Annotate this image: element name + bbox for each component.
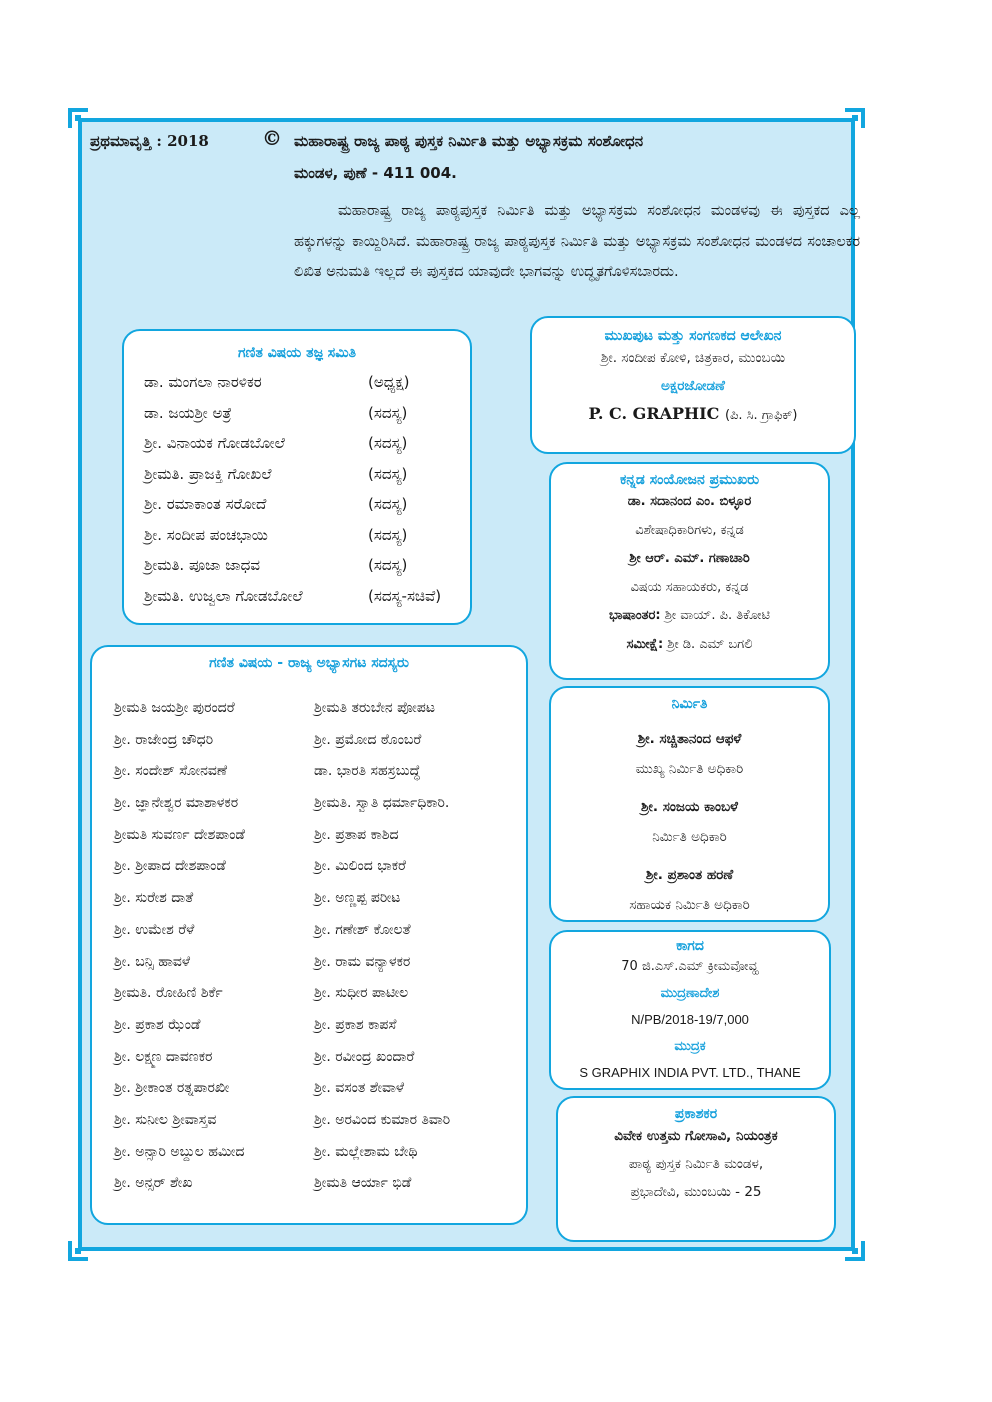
committee-row (124, 581, 470, 612)
production-person-role: ಮುಖ್ಯ ನಿರ್ಮಿತಿ ಅಧಿಕಾರಿ (635, 761, 744, 777)
list-item: ಶ್ರೀ. ವಸಂತ ಶೇವಾಳೆ (314, 1080, 405, 1097)
copyright-holder-line2: ಮಂಡಳ, ಪುಣೆ - 411 004. (294, 164, 457, 182)
typesetter-name-kannada: (ಪಿ. ಸಿ. ಗ್ರಾಫಿಕ್) (724, 408, 798, 423)
expert-committee-title: ಗಣಿತ ವಿಷಯ ತಜ್ಞ ಸಮಿತಿ (237, 345, 357, 361)
paper-title: ಕಾಗದ (676, 938, 704, 954)
list-item: ಶ್ರೀ. ಜ್ಞಾನೇಶ್ವರ ಮಾಶಾಳಕರ (114, 795, 239, 812)
corner-ornament-bottom-right (845, 1241, 865, 1261)
rights-notice: ಮಹಾರಾಷ್ಟ್ರ ರಾಜ್ಯ ಪಾಠ್ಯಪುಸ್ತಕ ನಿರ್ಮಿತಿ ಮತ್ತು ಅಭ್ಯಾಸಕ್ರಮ ಸಂಶೋಧನ ಮಂಡಳವು ಈ ಪುಸ್ತಕದ ಎಲ್ಲ ಹಕ್ಕುಗಳನ್ನು ಕಾಯ್ದಿರಿಸಿದೆ. ಮಹಾರಾಷ್ಟ್ರ ರಾಜ್ಯ ಪಾಠ್ಯಪುಸ್ತಕ ನಿರ್ಮಿತಿ ಮತ್ತು ಅಭ್ಯಾಸಕ್ರಮ ಸಂಶೋಧನ ಮಂಡಳದ ಸಂಚಾಲಕರ ಲಿಖಿತ ಅನುಮತಿ ಇಲ್ಲದೆ ಈ ಪುಸ್ತಕದ ಯಾವುದೇ ಭಾಗವನ್ನು ಉದ್ಧೃತಗೊಳಿಸಬಾರದು. (294, 203, 860, 280)
list-item: ಶ್ರೀ. ರವೀಂದ್ರ ಖಂದಾರೆ (314, 1048, 415, 1065)
publisher-address: ಪ್ರಭಾದೇವಿ, ಮುಂಬಯಿ - 25 (630, 1184, 762, 1200)
printer-title: ಮುದ್ರಕ (674, 1038, 706, 1054)
list-item: ಶ್ರೀ. ಉಮೇಶ ರೆಳೆ (114, 921, 195, 938)
committee-row (124, 398, 470, 429)
member-name: ಡಾ. ಮಂಗಲಾ ನಾರಳಿಕರ (144, 373, 262, 392)
member-role: (ಸದಸ್ಯ) (368, 403, 408, 422)
kannada-coordination-box (549, 462, 830, 680)
list-item: ಶ್ರೀ. ಪ್ರಕಾಶ ಝೆಂಡೆ (114, 1016, 201, 1033)
list-item: ಶ್ರೀ. ಅರವಿಂದ ಕುಮಾರ ತಿವಾರಿ (314, 1111, 451, 1128)
paper-value: 70 ಜಿ.ಎಸ್.ಎಮ್ ಕ್ರೀಮವೋವ್ಹ (621, 959, 759, 974)
coordinator-2-name: ಶ್ರೀ ಆರ್. ಎಮ್. ಗಣಾಚಾರಿ (629, 551, 750, 566)
list-item: ಶ್ರೀ. ಸುರೇಶ ದಾತೆ (114, 890, 194, 907)
committee-row (124, 428, 470, 459)
edition-label: ಪ್ರಥಮಾವೃತ್ತಿ : 2018 (90, 132, 209, 150)
cover-artist: ಶ್ರೀ. ಸಂದೀಪ ಕೋಳಿ, ಚಿತ್ರಕಾರ, ಮುಂಬಯಿ (600, 350, 786, 366)
production-person-name: ಶ್ರೀ. ಸಚ್ಚಿತಾನಂದ ಆಫಳೆ (637, 731, 742, 747)
member-name: ಶ್ರೀ. ವಿನಾಯಕ ಗೋಡಬೋಲೆ (144, 434, 285, 453)
list-item: ಶ್ರೀಮತಿ ಜಯಶ್ರೀ ಪುರಂದರೆ (114, 700, 235, 716)
member-name: ಶ್ರೀಮತಿ. ಪೂಜಾ ಜಾಧವ (144, 556, 260, 575)
committee-row (124, 489, 470, 520)
cover-design-box (530, 316, 856, 454)
member-role: (ಅಧ್ಯಕ್ಷ) (368, 373, 410, 392)
state-members-list (92, 693, 526, 1200)
list-item: ಶ್ರೀ. ಶ್ರೀಕಾಂತ ರತ್ನಪಾರಖೀ (114, 1080, 230, 1097)
state-members-title: ಗಣಿತ ವಿಷಯ - ರಾಜ್ಯ ಅಭ್ಯಾಸಗಟ ಸದಸ್ಯರು (209, 655, 409, 671)
print-order-title: ಮುದ್ರಣಾದೇಶ (660, 985, 720, 1001)
list-item: ಶ್ರೀ. ಗಣೇಶ್ ಕೋಲತೆ (314, 921, 411, 938)
coordinator-2-role: ವಿಷಯ ಸಹಾಯಕರು, ಕನ್ನಡ (630, 579, 749, 595)
committee-row (124, 367, 470, 398)
publisher-org: ಪಾಠ್ಯ ಪುಸ್ತಕ ನಿರ್ಮಿತಿ ಮಂಡಳ, (628, 1156, 764, 1172)
list-item: ಶ್ರೀ. ಪ್ರಮೋದ ಠೊಂಬರೆ (314, 731, 422, 748)
list-item: ಶ್ರೀ. ಪ್ರಕಾಶ ಕಾಪಸೆ (314, 1016, 397, 1033)
printer-value: S GRAPHIX INDIA PVT. LTD., THANE (579, 1065, 801, 1080)
list-item: ಶ್ರೀಮತಿ. ರೋಹಿಣಿ ಶಿರ್ಕೆ (114, 985, 223, 1002)
typesetter-name: P. C. GRAPHIC (588, 404, 720, 423)
member-role: (ಸದಸ್ಯ) (368, 434, 408, 453)
list-item: ಶ್ರೀ. ಅನ್ಸಾರಿ ಅಬ್ದುಲ ಹಮೀದ (114, 1143, 245, 1160)
state-members-box (90, 645, 528, 1225)
committee-row (124, 550, 470, 581)
list-item: ಶ್ರೀ. ಸುಧೀರ ಪಾಟೀಲ (314, 985, 409, 1002)
production-person-name: ಶ್ರೀ. ಸಂಜಯ ಕಾಂಬಳೆ (641, 799, 738, 815)
list-item: ಶ್ರೀ. ರಾಮ ವನ್ಯಾಳಕರ (314, 953, 411, 970)
cover-design-title: ಮುಖಪುಟ ಮತ್ತು ಸಂಗಣಕದ ಆಲೇಖನ (604, 328, 782, 344)
list-item: ಶ್ರೀ. ಲಕ್ಷ್ಮಣ ದಾವಣಕರ (114, 1048, 213, 1065)
list-item: ಶ್ರೀಮತಿ ಆರ್ಯಾ ಭಿಡೆ (314, 1175, 412, 1192)
member-name: ಶ್ರೀ. ಸಂದೀಪ ಪಂಚಭಾಯಿ (144, 525, 268, 544)
production-person-name: ಶ್ರೀ. ಪ್ರಶಾಂತ ಹರಣೆ (645, 867, 734, 883)
production-person-role: ನಿರ್ಮಿತಿ ಅಧಿಕಾರಿ (652, 829, 727, 845)
copyright-icon: © (262, 126, 282, 150)
corner-ornament-bottom-left (68, 1241, 88, 1261)
list-item: ಶ್ರೀಮತಿ ತರುಬೇನ ಪೋಪಟ (314, 700, 435, 716)
list-item: ಶ್ರೀಮತಿ ಸುವರ್ಣ ದೇಶಪಾಂಡೆ (114, 826, 245, 843)
review-value: ಶ್ರೀ ಡಿ. ಎಮ್ ಬಗಲಿ (667, 636, 753, 652)
corner-ornament-top-right (845, 108, 865, 128)
member-name: ಶ್ರೀಮತಿ. ಪ್ರಾಜಕ್ತಿ ಗೋಖಲೆ (144, 464, 272, 483)
list-item: ಶ್ರೀ. ಸುನೀಲ ಶ್ರೀವಾಸ್ತವ (114, 1111, 217, 1128)
list-item: ಡಾ. ಭಾರತಿ ಸಹಸ್ರಬುದ್ಧೆ (314, 763, 421, 780)
member-role: (ಸದಸ್ಯ) (368, 464, 408, 483)
list-item: ಶ್ರೀ. ಶ್ರೀಪಾದ ದೇಶಪಾಂಡೆ (114, 858, 226, 875)
member-name: ಶ್ರೀಮತಿ. ಉಜ್ವಲಾ ಗೋಡಬೋಲೆ (144, 586, 303, 605)
publisher-title: ಪ್ರಕಾಶಕರ (674, 1106, 718, 1122)
review-label: ಸಮೀಕ್ಷೆ: (626, 636, 664, 652)
member-role: (ಸದಸ್ಯ) (368, 525, 408, 544)
member-name: ಶ್ರೀ. ರಮಾಕಾಂತ ಸರೋದೆ (144, 495, 267, 514)
list-item: ಶ್ರೀ. ಬನ್ಸಿ ಹಾವಳೆ (114, 953, 191, 970)
member-role: (ಸದಸ್ಯ) (368, 495, 408, 514)
member-role: (ಸದಸ್ಯ-ಸಚಿವೆ) (368, 586, 442, 605)
publisher-box (556, 1096, 836, 1242)
list-item: ಶ್ರೀ. ರಾಜೇಂದ್ರ ಚೌಧರಿ (114, 731, 214, 748)
list-item: ಶ್ರೀಮತಿ. ಸ್ವಾತಿ ಧರ್ಮಾಧಿಕಾರಿ. (314, 795, 450, 812)
translation-label: ಭಾಷಾಂತರ: (608, 608, 661, 623)
translation-value: ಶ್ರೀ ವಾಯ್. ಪಿ. ತಿಕೋಟಿ (664, 608, 771, 623)
corner-ornament-top-left (68, 108, 88, 128)
member-name: ಡಾ. ಜಯಶ್ರೀ ಅತ್ರೆ (144, 403, 232, 422)
publisher-name: ವಿವೇಕ ಉತ್ತಮ ಗೋಸಾವಿ, ನಿಯಂತ್ರಕ (614, 1128, 778, 1144)
list-item: ಶ್ರೀ. ಅಣ್ಣಪ್ಪ ಪರೀಟ (314, 890, 401, 907)
production-title: ನಿರ್ಮಿತಿ (671, 696, 708, 712)
member-role: (ಸದಸ್ಯ) (368, 556, 408, 575)
committee-row (124, 459, 470, 490)
coordinator-1-name: ಡಾ. ಸದಾನಂದ ಎಂ. ಬಿಳ್ಳೂರ (627, 494, 752, 509)
copyright-holder-line1: ಮಹಾರಾಷ್ಟ್ರ ರಾಜ್ಯ ಪಾಠ್ಯ ಪುಸ್ತಕ ನಿರ್ಮಿತಿ ಮತ್ತು ಅಭ್ಯಾಸಕ್ರಮ ಸಂಶೋಧನ (294, 132, 644, 150)
list-item: ಶ್ರೀ. ಮಿಲಿಂದ ಭಾಕರೆ (314, 858, 406, 875)
kannada-coordination-title: ಕನ್ನಡ ಸಂಯೋಜನ ಪ್ರಮುಖರು (619, 472, 760, 488)
paper-print-box (549, 930, 831, 1090)
list-item: ಶ್ರೀ. ಮಲ್ಲೇಶಾಮ ಬೇಥಿ (314, 1143, 418, 1160)
list-item: ಶ್ರೀ. ಸಂದೇಶ್ ಸೋನವಣೆ (114, 763, 228, 780)
list-item: ಶ್ರೀ. ಪ್ರತಾಪ ಕಾಶಿದ (314, 826, 399, 843)
production-box (549, 686, 830, 922)
list-item: ಶ್ರೀ. ಅನ್ಸರ್ ಶೇಖ (114, 1175, 193, 1192)
print-order-value: N/PB/2018-19/7,000 (631, 1012, 749, 1027)
expert-committee-box (122, 329, 472, 625)
production-person-role: ಸಹಾಯಕ ನಿರ್ಮಿತಿ ಅಧಿಕಾರಿ (629, 897, 750, 913)
typesetting-title: ಅಕ್ಷರಜೋಡಣೆ (661, 378, 725, 394)
committee-row (124, 520, 470, 551)
coordinator-1-role: ವಿಶೇಷಾಧಿಕಾರಿಗಳು, ಕನ್ನಡ (635, 522, 744, 538)
